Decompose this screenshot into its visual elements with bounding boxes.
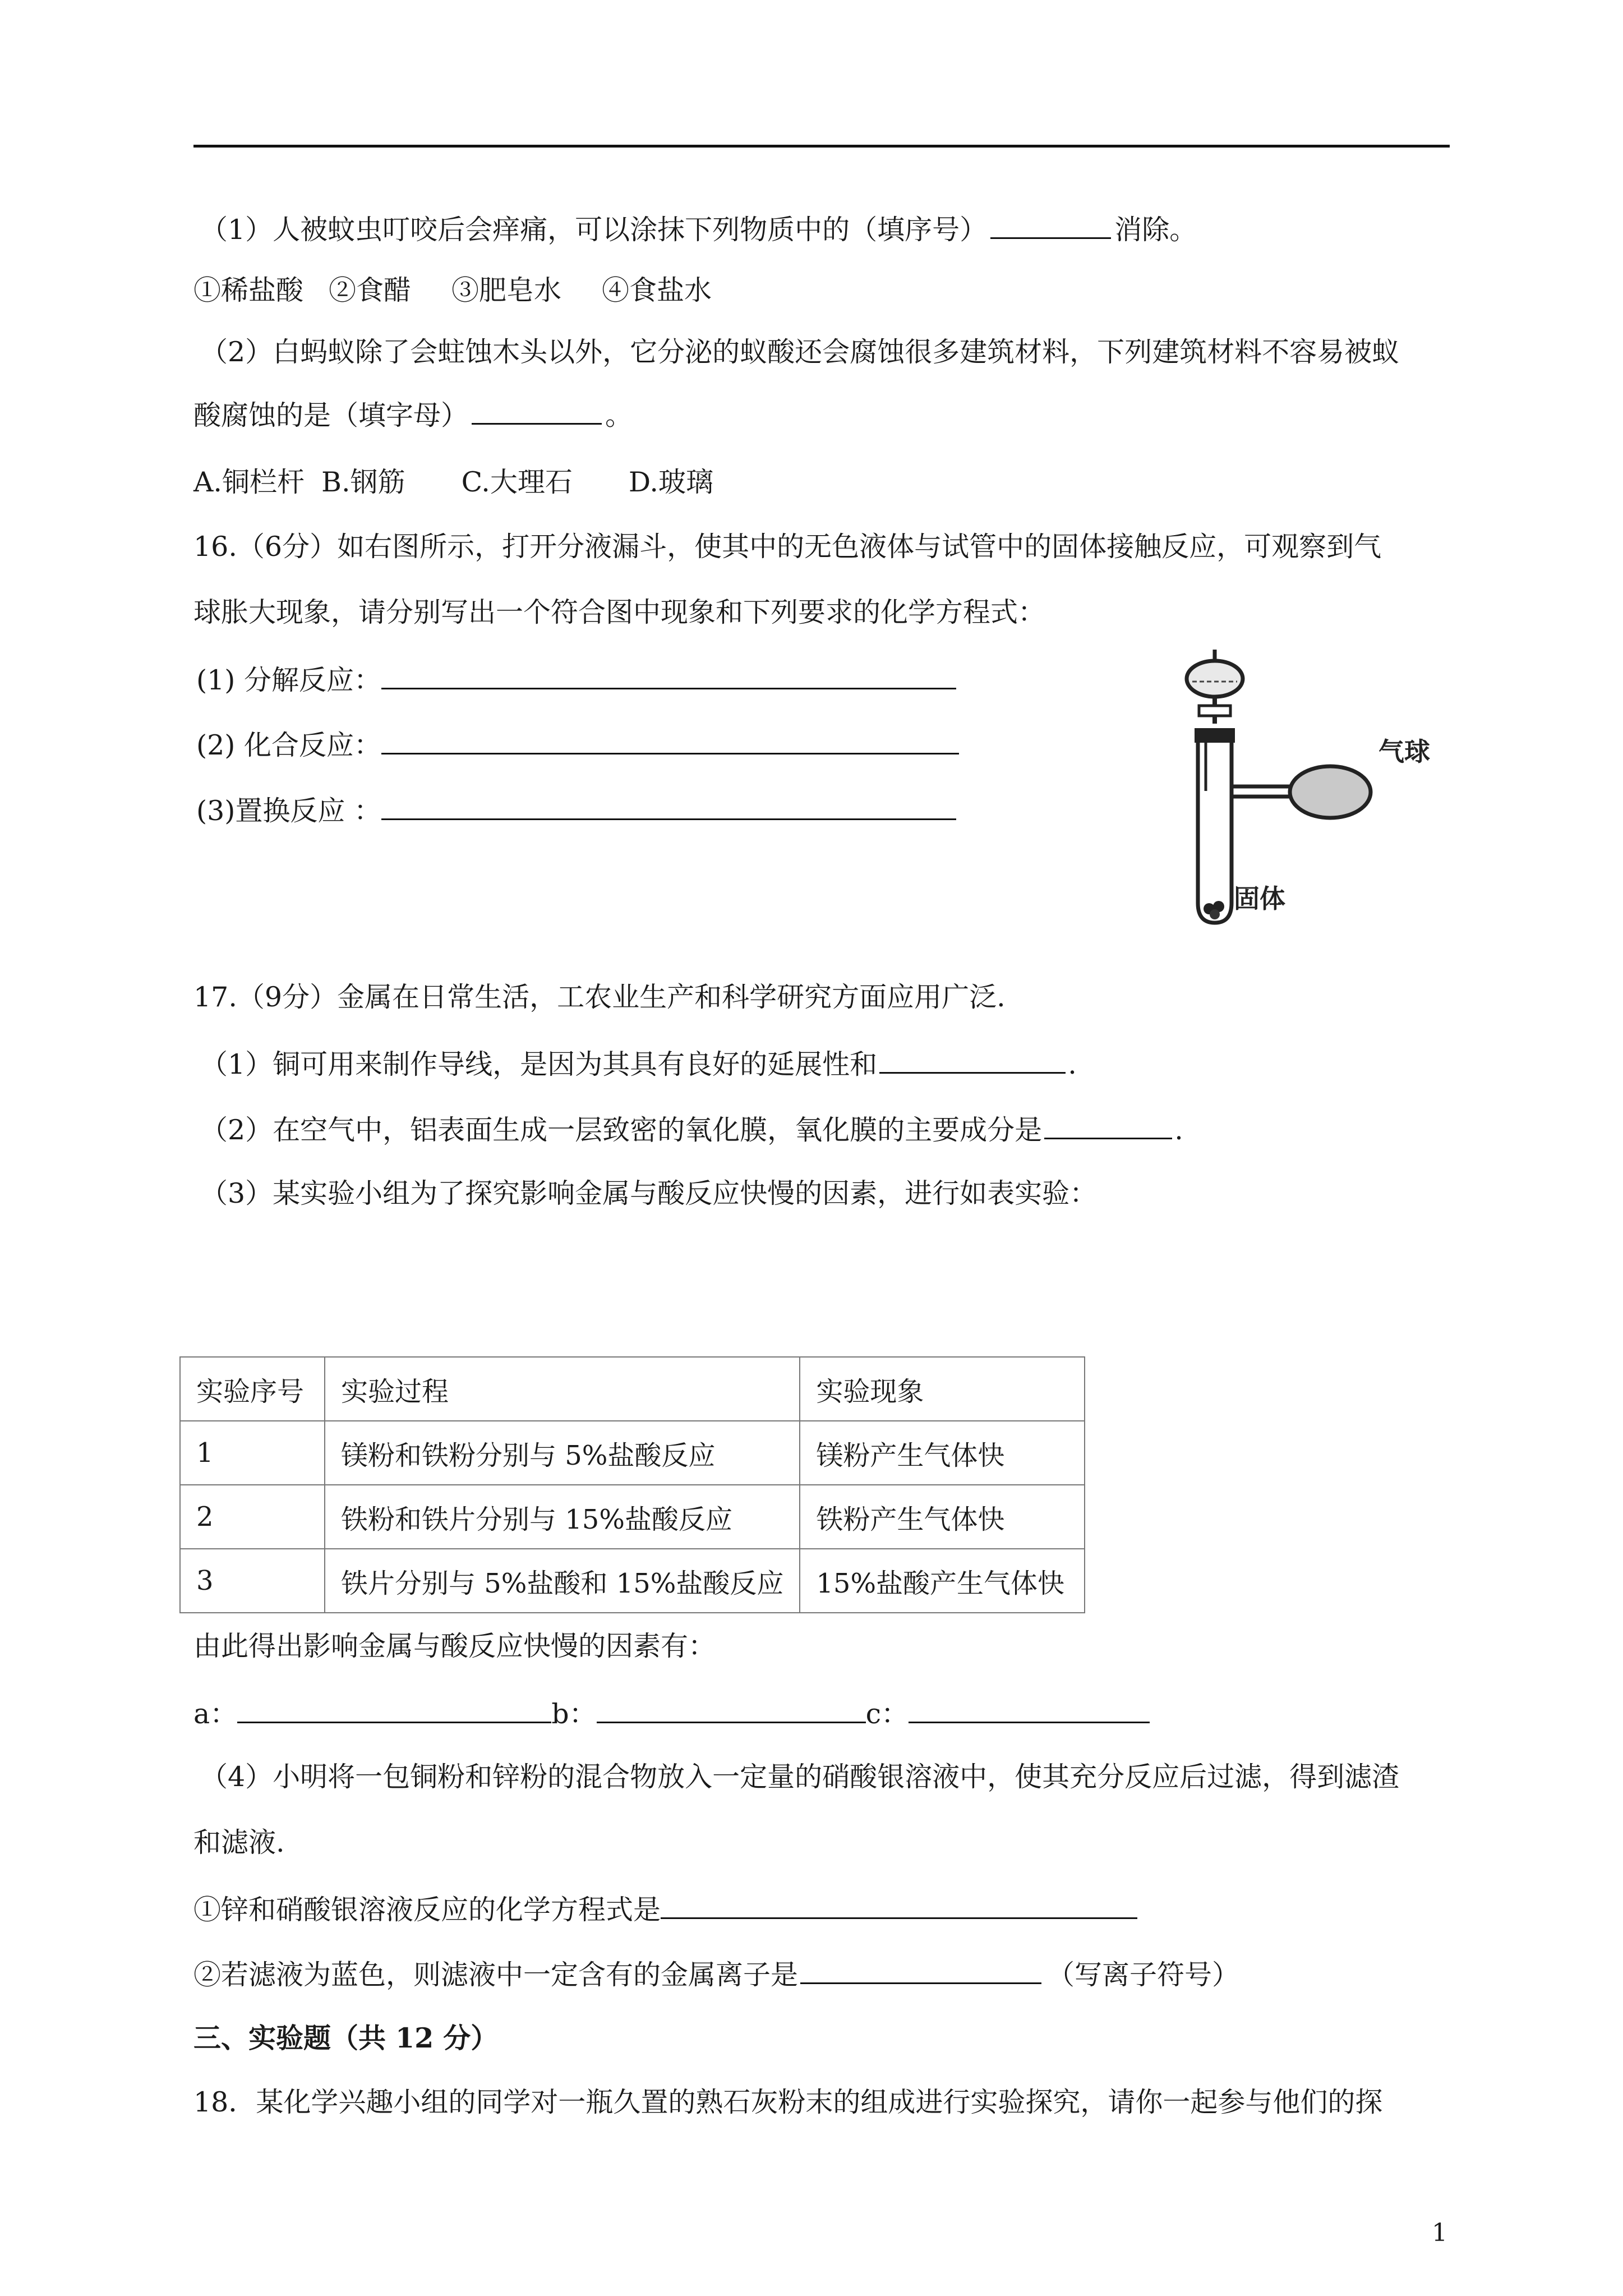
balloon-icon — [1290, 766, 1371, 818]
q17-part4-b-end: （写离子符号） — [1047, 1959, 1240, 1991]
separatory-funnel-icon — [1187, 650, 1243, 743]
option: ②食醋 — [329, 274, 412, 306]
q17-part2-text: （2）在空气中，铝表面生成一层致密的氧化膜，氧化膜的主要成分是 — [200, 1114, 1043, 1146]
q17-part4-a — [193, 1892, 1137, 1927]
table-row — [180, 1485, 1085, 1549]
q16-item-label: (2) 化合反应： — [196, 729, 381, 761]
q16-line2: 球胀大现象，请分别写出一个符合图中现象和下列要求的化学方程式： — [193, 596, 1046, 628]
q16-item-label: (1) 分解反应： — [196, 664, 381, 696]
option: C.大理石 — [461, 466, 573, 498]
table-header: 实验序号 — [180, 1357, 325, 1421]
q15-part1-end: 消除。 — [1114, 214, 1197, 246]
q18-line1: 18．某化学兴趣小组的同学对一瓶久置的熟石灰粉末的组成进行实验探究，请你一起参与他们的探 — [193, 2086, 1383, 2118]
answer-blank[interactable] — [381, 793, 956, 820]
q17-part4-line1: （4）小明将一包铜粉和锌粉的混合物放入一定量的硝酸银溶液中，使其充分反应后过滤，得到滤渣 — [200, 1761, 1400, 1793]
table-header-row — [180, 1357, 1085, 1421]
answer-blank[interactable] — [1044, 1112, 1172, 1139]
option: A.铜栏杆 — [193, 466, 305, 498]
answer-blank[interactable] — [661, 1892, 1137, 1919]
q17-part1-end: . — [1068, 1048, 1077, 1080]
q15-options2 — [193, 466, 713, 499]
factor-label: c： — [865, 1698, 909, 1730]
q15-options1 — [193, 274, 712, 307]
table-cell: 1 — [180, 1421, 325, 1485]
q15-part1-text: （1）人被蚊虫叮咬后会痒痛，可以涂抹下列物质中的（填序号） — [200, 214, 988, 246]
answer-blank[interactable] — [597, 1696, 866, 1723]
table-row — [180, 1421, 1085, 1485]
table-header: 实验现象 — [800, 1357, 1085, 1421]
apparatus-figure — [1155, 639, 1492, 931]
q17-part4-b-text: ②若滤液为蓝色，则滤液中一定含有的金属离子是 — [193, 1959, 799, 1991]
header-rule — [193, 145, 1450, 148]
q16-line1: 16.（6分）如右图所示，打开分液漏斗，使其中的无色液体与试管中的固体接触反应，可观察到气 — [193, 531, 1382, 563]
option: ①稀盐酸 — [193, 274, 304, 306]
q15-part2-text: 酸腐蚀的是（填字母） — [193, 399, 469, 431]
q17-line1: 17.（9分）金属在日常生活，工农业生产和科学研究方面应用广泛. — [193, 981, 1006, 1013]
table-row — [180, 1549, 1085, 1613]
answer-blank[interactable] — [990, 211, 1111, 239]
q17-part4-b — [193, 1957, 1239, 1992]
answer-blank[interactable] — [381, 727, 959, 754]
option: ④食盐水 — [602, 274, 712, 306]
page-number: 1 — [1432, 2219, 1447, 2247]
q17-part2 — [200, 1112, 1183, 1147]
option: ③肥皂水 — [451, 274, 562, 306]
table-cell: 镁粉和铁粉分别与 5%盐酸反应 — [325, 1421, 800, 1485]
q17-part1-text: （1）铜可用来制作导线，是因为其具有良好的延展性和 — [200, 1048, 878, 1080]
section-heading: 三、实验题（共 12 分） — [193, 2022, 499, 2054]
q17-conclusion: 由此得出影响金属与酸反应快慢的因素有： — [193, 1630, 716, 1662]
q15-part2-line1: （2）白蚂蚁除了会蛀蚀木头以外，它分泌的蚁酸还会腐蚀很多建筑材料，下列建筑材料不容易被蚁 — [200, 336, 1400, 368]
answer-blank[interactable] — [472, 397, 602, 425]
answer-blank[interactable] — [381, 662, 956, 689]
q16-item-2 — [196, 727, 959, 762]
answer-blank[interactable] — [909, 1696, 1150, 1723]
table-cell: 15%盐酸产生气体快 — [800, 1549, 1085, 1613]
q17-part3: （3）某实验小组为了探究影响金属与酸反应快慢的因素，进行如表实验： — [200, 1177, 1098, 1209]
table-cell: 3 — [180, 1549, 325, 1613]
q17-part1 — [200, 1046, 1077, 1082]
experiment-table — [179, 1356, 1085, 1613]
solid-label: 固体 — [1234, 884, 1285, 914]
table-cell: 铁片分别与 5%盐酸和 15%盐酸反应 — [325, 1549, 800, 1613]
q16-item-1 — [196, 662, 956, 697]
option: B.钢筋 — [321, 466, 405, 498]
q17-part4-a-text: ①锌和硝酸银溶液反应的化学方程式是 — [193, 1894, 661, 1926]
q17-part4-line2: 和滤液. — [193, 1826, 285, 1858]
q15-part1 — [200, 211, 1197, 247]
q16-item-3 — [196, 793, 956, 828]
table-cell: 2 — [180, 1485, 325, 1549]
option: D.玻璃 — [628, 466, 714, 498]
q15-part2-line2 — [193, 397, 633, 432]
table-cell: 铁粉产生气体快 — [800, 1485, 1085, 1549]
q17-part2-end: . — [1174, 1114, 1183, 1146]
table-cell: 镁粉产生气体快 — [800, 1421, 1085, 1485]
factor-label: b： — [551, 1698, 597, 1730]
q16-item-label: (3)置换反应 ： — [196, 795, 381, 827]
answer-blank[interactable] — [800, 1957, 1041, 1984]
table-header: 实验过程 — [325, 1357, 800, 1421]
answer-blank[interactable] — [237, 1696, 551, 1723]
q17-factors — [193, 1696, 1150, 1731]
table-cell: 铁粉和铁片分别与 15%盐酸反应 — [325, 1485, 800, 1549]
factor-label: a： — [193, 1698, 238, 1730]
balloon-label: 气球 — [1378, 737, 1430, 767]
answer-blank[interactable] — [879, 1046, 1066, 1074]
q15-part2-end: 。 — [605, 399, 633, 431]
